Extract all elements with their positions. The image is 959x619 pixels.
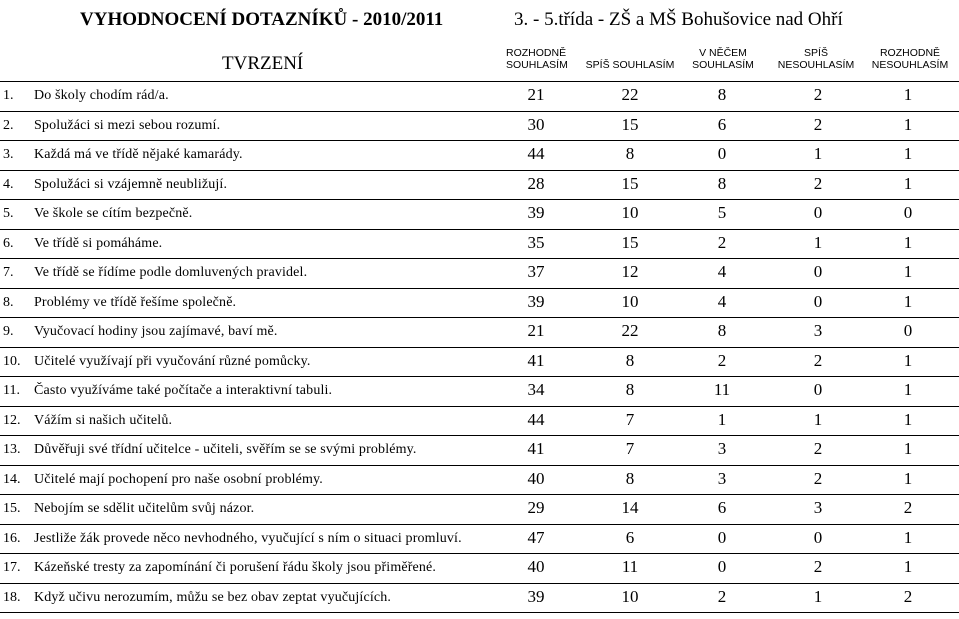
- response-count: 1: [903, 380, 913, 399]
- response-count: 11: [621, 557, 639, 576]
- response-count: 10: [621, 291, 639, 311]
- response-count: 2: [717, 232, 727, 252]
- response-count: 22: [621, 85, 639, 104]
- table-row: [0, 199, 959, 228]
- response-count: 3: [813, 498, 823, 517]
- response-count: 1: [903, 527, 913, 547]
- col-header-line: SPÍŠ: [804, 47, 828, 59]
- statement-text: Spolužáci si mezi sebou rozumí.: [34, 117, 221, 133]
- response-count: 10: [621, 203, 639, 222]
- statement-text: Ve škole se cítím bezpečně.: [34, 206, 193, 221]
- response-count: 1: [717, 409, 727, 429]
- response-count: 0: [813, 203, 823, 222]
- response-count: 14: [621, 498, 639, 517]
- response-count: 8: [625, 144, 635, 163]
- statement-text: Každá má ve třídě nějaké kamarády.: [34, 147, 243, 162]
- response-count: 0: [903, 321, 913, 340]
- response-count: 2: [813, 85, 823, 104]
- response-count: 8: [625, 380, 635, 399]
- response-count: 0: [717, 527, 727, 547]
- statement-text: Spolužáci si vzájemně neubližují.: [34, 176, 228, 192]
- table-row: [0, 553, 959, 582]
- response-count: 1: [903, 173, 913, 193]
- table-row: [0, 140, 959, 169]
- response-count: 6: [625, 527, 635, 547]
- row-number: 16.: [3, 530, 21, 546]
- response-count: 7: [625, 409, 635, 429]
- response-count: 44: [527, 409, 545, 429]
- response-count: 15: [621, 114, 639, 134]
- response-count: 1: [903, 262, 913, 281]
- response-count: 2: [813, 114, 823, 134]
- col-header-line: ROZHODNĚ: [506, 47, 567, 59]
- response-count: 1: [903, 557, 913, 576]
- col-header-rather-disagree: [776, 47, 856, 71]
- col-header-line: NESOUHLASÍM: [777, 59, 855, 71]
- response-count: 2: [813, 468, 823, 488]
- response-count: 4: [717, 291, 727, 311]
- statement-text: Učitelé využívají při vyučování různé pomůcky.: [34, 353, 311, 369]
- response-count: 15: [621, 232, 639, 252]
- table-row: [0, 288, 959, 317]
- response-count: 2: [813, 439, 823, 458]
- response-count: 1: [903, 350, 913, 370]
- response-count: 0: [813, 527, 823, 547]
- col-header-partly-agree: [688, 47, 758, 71]
- table-row: [0, 317, 959, 346]
- col-header-line: NESOUHLASÍM: [871, 59, 949, 71]
- response-count: 40: [527, 557, 545, 576]
- row-number: 18.: [3, 589, 21, 605]
- page-title: VYHODNOCENÍ DOTAZNÍKŮ - 2010/2011: [80, 9, 444, 30]
- response-count: 1: [903, 232, 913, 252]
- statement-text: Kázeňské tresty za zapomínání či porušení řádu školy jsou přiměřené.: [34, 560, 437, 575]
- statement-text: Problémy ve třídě řešíme společně.: [34, 294, 237, 310]
- school-subtitle: 3. - 5.třída - ZŠ a MŠ Bohušovice nad Ohří: [514, 9, 843, 30]
- statement-text: Do školy chodím rád/a.: [34, 88, 169, 103]
- response-count: 1: [903, 439, 913, 458]
- table-row: [0, 81, 959, 110]
- col-header-line: SOUHLASÍM: [506, 59, 568, 71]
- response-count: 37: [527, 262, 545, 281]
- response-count: 1: [903, 144, 913, 163]
- statement-text: Když učivu nerozumím, můžu se bez obav zeptat vyučujících.: [34, 589, 392, 605]
- response-count: 11: [713, 380, 731, 399]
- response-count: 12: [621, 262, 639, 281]
- response-count: 8: [717, 321, 727, 340]
- response-count: 3: [813, 321, 823, 340]
- statement-text: Vyučovací hodiny jsou zajímavé, baví mě.: [34, 324, 278, 339]
- response-count: 35: [527, 232, 545, 252]
- col-header-rather-agree: [584, 47, 676, 71]
- response-count: 1: [813, 586, 823, 606]
- response-count: 28: [527, 173, 545, 193]
- row-number: 8.: [3, 294, 14, 310]
- response-count: 0: [813, 380, 823, 399]
- response-count: 15: [621, 173, 639, 193]
- row-number: 17.: [3, 560, 21, 575]
- response-count: 1: [903, 291, 913, 311]
- row-number: 11.: [3, 383, 20, 398]
- response-count: 6: [717, 114, 727, 134]
- response-count: 1: [813, 409, 823, 429]
- response-count: 22: [621, 321, 639, 340]
- response-count: 34: [527, 380, 545, 399]
- row-number: 15.: [3, 501, 21, 516]
- response-count: 1: [903, 409, 913, 429]
- response-count: 39: [527, 291, 545, 311]
- response-count: 2: [813, 557, 823, 576]
- response-count: 44: [527, 144, 545, 163]
- response-count: 41: [527, 350, 545, 370]
- response-count: 39: [527, 203, 545, 222]
- col-header-line: [584, 47, 676, 59]
- response-count: 21: [527, 85, 545, 104]
- col-header-line: SOUHLASÍM: [692, 59, 754, 71]
- row-number: 13.: [3, 442, 21, 457]
- response-count: 10: [621, 586, 639, 606]
- response-count: 6: [717, 498, 727, 517]
- table-row: [0, 229, 959, 258]
- response-count: 2: [903, 498, 913, 517]
- statement-column-header: TVRZENÍ: [222, 53, 304, 74]
- response-count: 21: [527, 321, 545, 340]
- row-number: 10.: [3, 353, 21, 369]
- table-row: [0, 258, 959, 287]
- col-header-strongly-disagree: [866, 47, 954, 71]
- response-count: 0: [813, 291, 823, 311]
- table-row: [0, 524, 959, 553]
- row-number: 14.: [3, 471, 21, 487]
- response-count: 1: [903, 114, 913, 134]
- row-number: 6.: [3, 235, 14, 251]
- table-row: [0, 376, 959, 405]
- row-number: 1.: [3, 88, 14, 103]
- response-count: 8: [717, 173, 727, 193]
- response-count: 7: [625, 439, 635, 458]
- col-header-line: SPÍŠ SOUHLASÍM: [585, 59, 675, 71]
- table-row: [0, 435, 959, 464]
- table-row: [0, 406, 959, 435]
- row-number: 5.: [3, 206, 14, 221]
- response-count: 5: [717, 203, 727, 222]
- response-count: 8: [625, 468, 635, 488]
- row-number: 7.: [3, 265, 14, 280]
- row-number: 12.: [3, 412, 21, 428]
- row-number: 4.: [3, 176, 14, 192]
- response-count: 3: [717, 439, 727, 458]
- response-count: 41: [527, 439, 545, 458]
- table-row: [0, 494, 959, 523]
- table-row: [0, 170, 959, 199]
- response-count: 2: [717, 350, 727, 370]
- row-number: 3.: [3, 147, 14, 162]
- table-row: [0, 111, 959, 140]
- response-count: 2: [903, 586, 913, 606]
- response-count: 4: [717, 262, 727, 281]
- table-row: [0, 347, 959, 376]
- statement-text: Vážím si našich učitelů.: [34, 412, 173, 428]
- response-count: 39: [527, 586, 545, 606]
- response-count: 2: [813, 173, 823, 193]
- table-rule: [0, 612, 959, 613]
- response-count: 8: [625, 350, 635, 370]
- statement-text: Nebojím se sdělit učitelům svůj názor.: [34, 501, 255, 516]
- statement-text: Často využíváme také počítače a interaktivní tabuli.: [34, 383, 333, 398]
- response-count: 1: [813, 232, 823, 252]
- response-count: 1: [903, 468, 913, 488]
- statement-text: Ve třídě si pomáháme.: [34, 235, 163, 251]
- row-number: 2.: [3, 117, 14, 133]
- response-count: 1: [903, 85, 913, 104]
- response-count: 1: [813, 144, 823, 163]
- response-count: 0: [717, 144, 727, 163]
- response-count: 0: [717, 557, 727, 576]
- table-row: [0, 583, 959, 612]
- table-row: [0, 465, 959, 494]
- col-header-line: V NĚČEM: [699, 47, 747, 59]
- statement-text: Učitelé mají pochopení pro naše osobní problémy.: [34, 471, 323, 487]
- response-count: 2: [813, 350, 823, 370]
- response-count: 0: [813, 262, 823, 281]
- response-count: 30: [527, 114, 545, 134]
- response-count: 8: [717, 85, 727, 104]
- response-count: 3: [717, 468, 727, 488]
- response-count: 47: [527, 527, 545, 547]
- row-number: 9.: [3, 324, 14, 339]
- col-header-line: ROZHODNĚ: [879, 47, 941, 59]
- statement-text: Důvěřuji své třídní učitelce - učiteli, svěřím se se svými problémy.: [34, 442, 417, 457]
- response-count: 40: [527, 468, 545, 488]
- response-count: 0: [903, 203, 913, 222]
- col-header-strongly-agree: [506, 47, 566, 71]
- statement-text: Ve třídě se řídíme podle domluvených pravidel.: [34, 265, 308, 280]
- statement-text: Jestliže žák provede něco nevhodného, vyučující s ním o situaci promluví.: [34, 530, 462, 546]
- response-count: 2: [717, 586, 727, 606]
- response-count: 29: [527, 498, 545, 517]
